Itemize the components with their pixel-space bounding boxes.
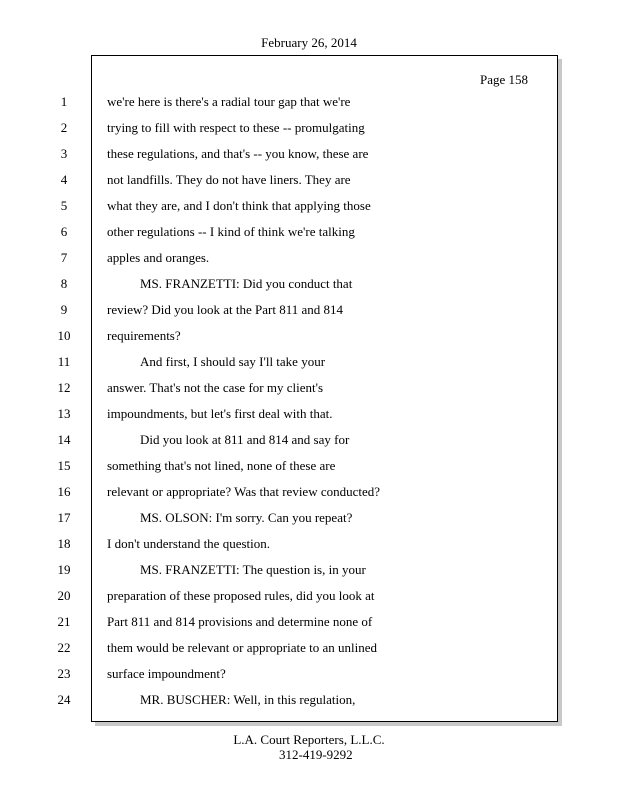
transcript-line: MS. FRANZETTI: The question is, in your xyxy=(140,562,366,577)
line-number: 1 xyxy=(60,94,68,109)
line-number: 22 xyxy=(57,640,71,655)
transcript-line: MS. FRANZETTI: Did you conduct that xyxy=(140,276,353,291)
transcript-line: what they are, and I don't think that applying those xyxy=(107,198,371,213)
footer-phone: 312-419-9292 xyxy=(279,747,353,762)
header-date: February 26, 2014 xyxy=(261,35,357,50)
line-number: 3 xyxy=(60,146,68,161)
line-number: 9 xyxy=(60,302,68,317)
transcript-line: Part 811 and 814 provisions and determine none of xyxy=(107,614,373,629)
transcript-line: apples and oranges. xyxy=(107,250,210,265)
line-number: 12 xyxy=(57,380,71,395)
line-number: 2 xyxy=(60,120,68,135)
line-number: 15 xyxy=(57,458,71,473)
line-number: 18 xyxy=(57,536,71,551)
line-number: 4 xyxy=(60,172,68,187)
transcript-line: MS. OLSON: I'm sorry. Can you repeat? xyxy=(140,510,353,525)
footer xyxy=(0,732,618,762)
line-number: 5 xyxy=(60,198,68,213)
transcript-line: not landfills. They do not have liners. They are xyxy=(107,172,351,187)
line-number: 17 xyxy=(57,510,71,525)
transcript-line: these regulations, and that's -- you know, these are xyxy=(107,146,369,161)
transcript-line: relevant or appropriate? Was that review conducted? xyxy=(107,484,381,499)
transcript-line: answer. That's not the case for my client's xyxy=(107,380,323,395)
line-number: 19 xyxy=(57,562,71,577)
line-number: 16 xyxy=(57,484,71,499)
line-number-column xyxy=(44,89,84,713)
line-number: 24 xyxy=(57,692,71,707)
line-number: 13 xyxy=(57,406,71,421)
transcript-line: impoundments, but let's first deal with that. xyxy=(107,406,333,421)
line-number: 20 xyxy=(57,588,71,603)
transcript-line: surface impoundment? xyxy=(107,666,226,681)
transcript-line: we're here is there's a radial tour gap that we're xyxy=(107,94,351,109)
transcript-line: trying to fill with respect to these -- promulgating xyxy=(107,120,365,135)
line-number: 11 xyxy=(57,354,71,369)
line-number: 6 xyxy=(60,224,68,239)
transcript-text xyxy=(107,89,547,713)
transcript-line: Did you look at 811 and 814 and say for xyxy=(140,432,350,447)
line-number: 23 xyxy=(57,666,71,681)
page-number: Page 158 xyxy=(480,72,529,87)
transcript-line: MR. BUSCHER: Well, in this regulation, xyxy=(140,692,356,707)
transcript-line: And first, I should say I'll take your xyxy=(140,354,326,369)
transcript-line: review? Did you look at the Part 811 and 814 xyxy=(107,302,343,317)
footer-company: L.A. Court Reporters, L.L.C. xyxy=(233,732,385,747)
line-number: 21 xyxy=(57,614,71,629)
transcript-line: requirements? xyxy=(107,328,181,343)
line-number: 8 xyxy=(60,276,68,291)
transcript-line: preparation of these proposed rules, did you look at xyxy=(107,588,375,603)
transcript-line: something that's not lined, none of these are xyxy=(107,458,336,473)
line-number: 14 xyxy=(57,432,71,447)
transcript-line: I don't understand the question. xyxy=(107,536,271,551)
transcript-line: other regulations -- I kind of think we're talking xyxy=(107,224,355,239)
line-number: 7 xyxy=(60,250,68,265)
transcript-line: them would be relevant or appropriate to an unlined xyxy=(107,640,378,655)
line-number: 10 xyxy=(57,328,71,343)
